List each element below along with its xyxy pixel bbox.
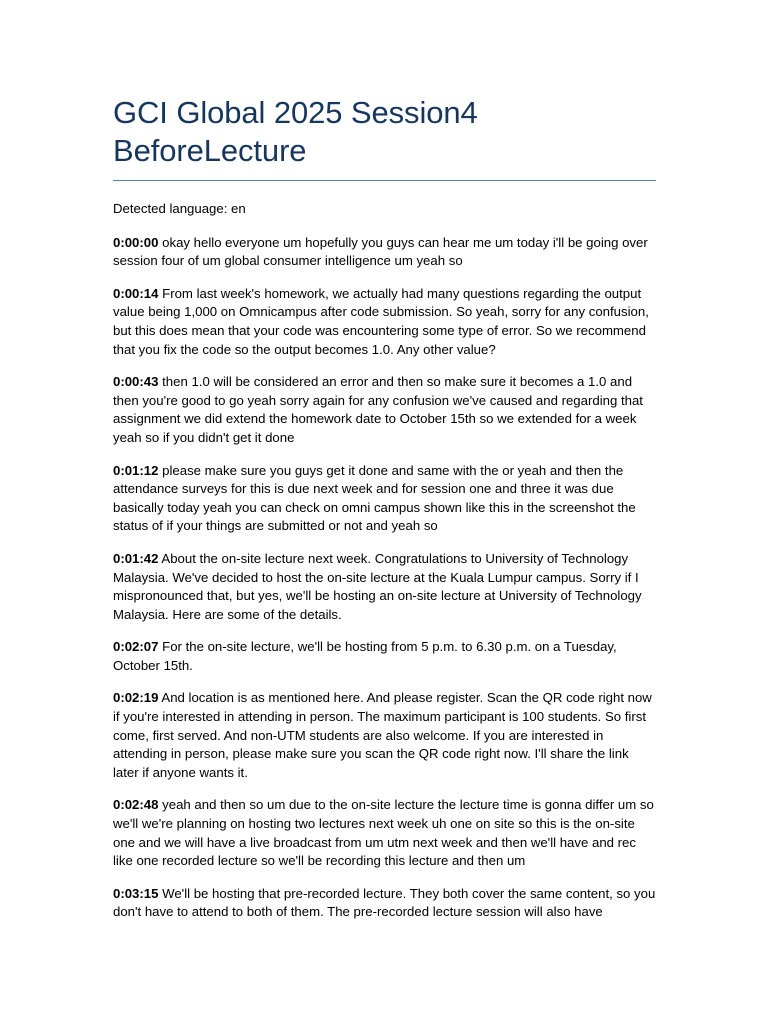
transcript-entry [113, 373, 656, 447]
transcript-text: About the on-site lecture next week. Congratulations to University of Technology Malaysia. We've decided to host the on-site lecture at the Kuala Lumpur campus. Sorry if I mispronounced that, but yes, we'll be hosting an on-site lecture at University of Technology Malaysia. Here are some of the details. [113, 550, 642, 622]
timestamp: 0:02:07 [113, 639, 159, 655]
title-divider [113, 180, 656, 181]
transcript-text: From last week's homework, we actually had many questions regarding the output value being 1,000 on Omnicampus after code submission. So yeah, sorry for any confusion, but this does mean that your code was encountering some type of error. So we recommend that you fix the code so the output becomes 1.0. Any other value? [113, 285, 649, 357]
transcript-document [113, 0, 656, 922]
document-title: GCI Global 2025 Session4 BeforeLecture [113, 95, 478, 168]
transcript-text: For the on-site lecture, we'll be hosting from 5 p.m. to 6.30 p.m. on a Tuesday, October 15th. [113, 639, 617, 673]
timestamp: 0:00:43 [113, 374, 159, 390]
detected-language: Detected language: en [113, 201, 246, 216]
transcript-entry [113, 550, 656, 624]
transcript-text: please make sure you guys get it done and same with the or yeah and then the attendance surveys for this is due next week and for session one and three it was due basically today yeah you can check on omni campus shown like this in the screenshot the status of if your things are submitted or not and yeah so [113, 462, 636, 534]
transcript-entry [113, 234, 656, 271]
timestamp: 0:01:12 [113, 462, 159, 478]
transcript-text: okay hello everyone um hopefully you guys can hear me um today i'll be going over session four of um global consumer intelligence um yeah so [113, 234, 648, 269]
transcript-entry [113, 689, 656, 782]
timestamp: 0:00:00 [113, 234, 159, 250]
transcript-entry [113, 285, 656, 359]
transcript-entry [113, 638, 656, 675]
timestamp: 0:00:14 [113, 285, 159, 301]
timestamp: 0:02:48 [113, 797, 159, 813]
transcript-text: We'll be hosting that pre-recorded lecture. They both cover the same content, so you don't have to attend to both of them. The pre-recorded lecture session will also have [113, 885, 656, 920]
timestamp: 0:03:15 [113, 885, 159, 901]
transcript-text: And location is as mentioned here. And please register. Scan the QR code right now if you're interested in attending in person. The maximum participant is 100 students. So first come, first served. And non-UTM students are also welcome. If you are interested in attending in person, please make sure you scan the QR code right now. I'll share the link later if anyone wants it. [113, 690, 652, 780]
transcript-text: then 1.0 will be considered an error and then so make sure it becomes a 1.0 and then you're good to go yeah sorry again for any confusion we've caused and regarding that assignment we did extend the homework date to October 15th so we extended for a week yeah so if you didn't get it done [113, 374, 643, 445]
timestamp: 0:01:42 [113, 550, 159, 566]
transcript-entry [113, 885, 656, 922]
transcript-entry [113, 462, 656, 536]
transcript-text: yeah and then so um due to the on-site lecture the lecture time is gonna differ um so we'll we're planning on hosting two lectures next week uh one on site so this is the on-site one and we will have a live broadcast from um utm next week and then we'll have and rec like one recorded lecture so we'll be recording this lecture and then um [113, 797, 654, 869]
timestamp: 0:02:19 [113, 690, 159, 706]
transcript-entry [113, 796, 656, 870]
